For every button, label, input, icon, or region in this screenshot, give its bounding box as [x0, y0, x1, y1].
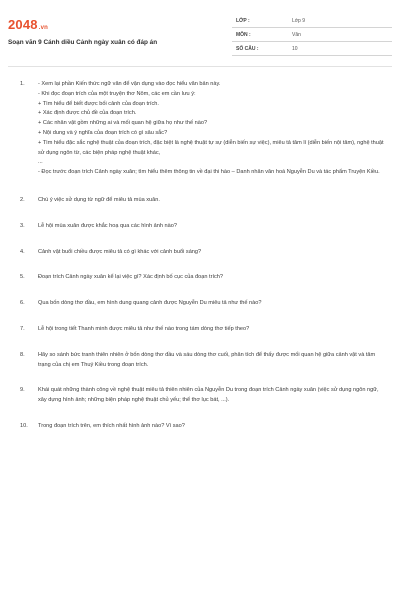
logo-domain: .vn: [38, 25, 49, 31]
question-line: + Tìm hiểu để biết được bối cảnh của đoạn trích.: [38, 100, 159, 107]
question-text: Lễ hội trong tiết Thanh minh được miêu tả như thế nào trong tám dòng thơ tiếp theo?: [38, 325, 250, 332]
question-number: 5.: [20, 274, 25, 281]
question-number: 1.: [20, 81, 25, 87]
question-1: [20, 80, 386, 178]
question-5: [20, 273, 386, 283]
meta-table: [232, 14, 392, 56]
question-8: [20, 351, 386, 371]
meta-label-count: SỐ CÂU :: [236, 46, 259, 52]
question-text: Đoạn trích Cảnh ngày xuân kể lại việc gì? Xác định bố cục của đoạn trích?: [38, 274, 224, 281]
question-line: - Xem lại phần Kiến thức ngữ văn để vận dụng vào đọc hiểu văn bản này.: [38, 81, 221, 87]
question-3: [20, 222, 386, 232]
meta-row-grade: [232, 14, 392, 28]
meta-value-subject: Văn: [292, 32, 301, 38]
question-line: - Khi đọc đoạn trích của một truyện thơ Nôm, các em cần lưu ý:: [38, 90, 196, 97]
meta-label-subject: MÔN :: [236, 32, 251, 38]
question-number: 9.: [20, 387, 25, 394]
question-10: [20, 422, 386, 432]
question-number: 3.: [20, 222, 25, 229]
question-text: Qua bốn dòng thơ đầu, em hình dung quang cảnh được Nguyễn Du miêu tả như thế nào?: [38, 300, 262, 307]
meta-value-grade: Lớp 9: [292, 18, 306, 24]
question-text: Trong đoạn trích trên, em thích nhất hình ảnh nào? Vì sao?: [38, 422, 185, 429]
meta-row-count: [232, 42, 392, 56]
question-text: Chú ý việc sử dụng từ ngữ để miêu tả mùa xuân.: [38, 196, 160, 203]
question-text: Cảnh vật buổi chiều được miêu tả có gì khác với cảnh buổi sáng?: [38, 248, 202, 255]
question-number: 10.: [20, 422, 28, 429]
site-logo[interactable]: [8, 18, 48, 31]
question-number: 4.: [20, 248, 25, 255]
question-number: 2.: [20, 196, 25, 203]
question-number: 7.: [20, 325, 25, 332]
question-line: + Các nhân vật gồm những ai và mối quan hệ giữa họ như thế nào?: [38, 120, 208, 127]
question-line: + Xác định được chủ đề của đoạn trích.: [38, 110, 137, 117]
meta-value-count: 10: [292, 46, 298, 52]
question-9: [20, 386, 386, 406]
logo-number: 2048: [8, 17, 38, 32]
question-line: ...: [38, 159, 43, 166]
question-line: - Đọc trước đoạn trích Cảnh ngày xuân; tìm hiểu thêm thông tin về đại thi hào – Danh nhân văn hoá Nguyễn Du và tác phẩm Truyện Kiều.: [38, 169, 380, 176]
question-line: + Nội dung và ý nghĩa của đoạn trích có gì sâu sắc?: [38, 129, 168, 136]
question-7: [20, 325, 386, 335]
question-list: [20, 80, 386, 432]
question-4: [20, 248, 386, 258]
question-line: + Tìm hiểu đặc sắc nghệ thuật của đoạn trích, đặc biệt là nghệ thuật tự sự (diễn biến sự việc), miêu tả tâm lí (diễn biến nội tâm), nghệ thuật sử dụng ngôn từ, các biện pháp nghệ thuật khác,: [38, 139, 384, 156]
question-text: Khái quát những thành công về nghệ thuật miêu tả thiên nhiên của Nguyễn Du trong đoạn trích Cảnh ngày xuân (việc sử dụng ngôn ngữ, xây dựng hình ảnh; những biện pháp nghệ thuật chủ yếu; thể thơ lục bát, ...).: [38, 387, 379, 404]
meta-label-grade: LỚP :: [236, 18, 250, 24]
question-number: 6.: [20, 300, 25, 307]
question-text: Hãy so sánh bức tranh thiên nhiên ở bốn dòng thơ đầu và sáu dòng thơ cuối, phân tích để thấy được mối quan hệ giữa cảnh vật và tâm trạng của chị em Thuý Kiều trong đoạn trích.: [38, 351, 376, 368]
worksheet-header: [8, 8, 392, 62]
page-title: Soạn văn 9 Cánh diều Cảnh ngày xuân có đáp án: [8, 39, 158, 46]
header-divider: [8, 66, 392, 67]
question-number: 8.: [20, 351, 25, 358]
question-text: Lễ hội mùa xuân được khắc hoạ qua các hình ảnh nào?: [38, 222, 177, 229]
question-2: [20, 196, 386, 206]
question-6: [20, 299, 386, 309]
meta-row-subject: [232, 28, 392, 42]
